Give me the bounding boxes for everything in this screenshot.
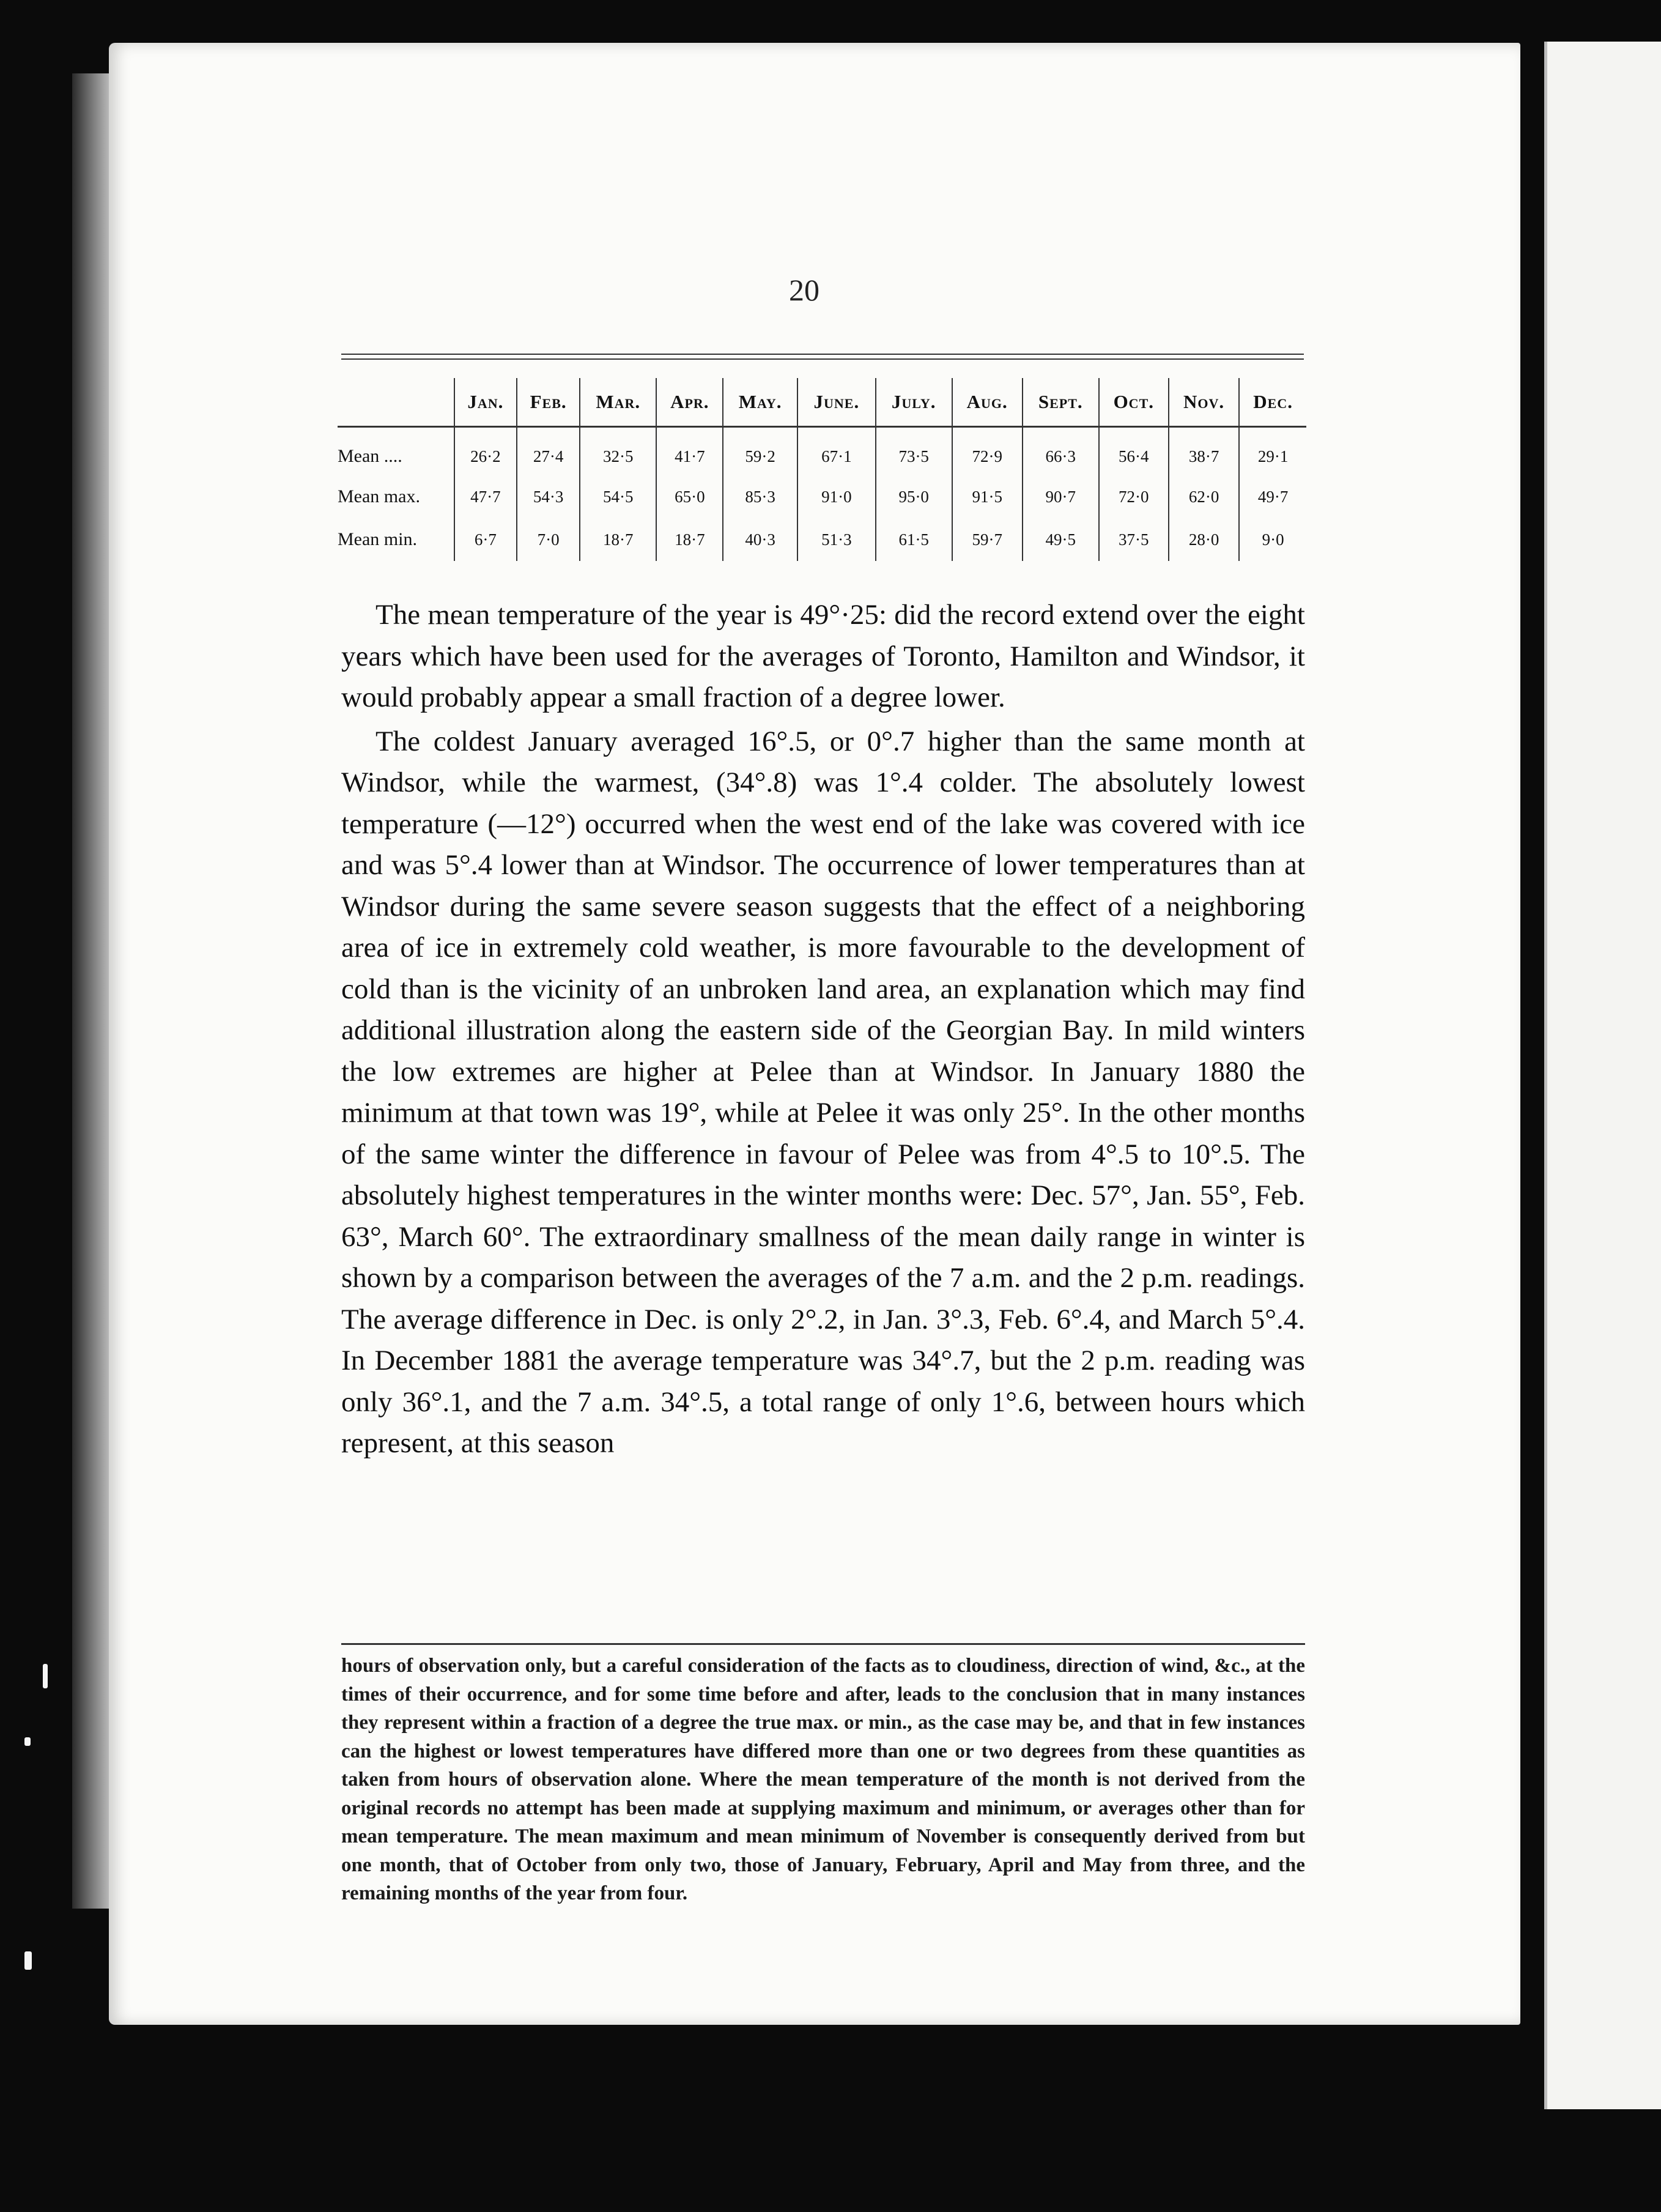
- table-cell: 6·7: [454, 518, 517, 561]
- table-column-header: May.: [723, 378, 797, 427]
- table-cell: 72·9: [952, 427, 1023, 476]
- table-row-label: Mean ....: [338, 446, 402, 466]
- table-cell: 85·3: [723, 475, 797, 518]
- table-row: [338, 518, 1306, 561]
- table-cell: 51·3: [797, 518, 876, 561]
- table-row-label: Mean max.: [338, 486, 420, 507]
- table-column-header: Sept.: [1023, 378, 1099, 427]
- table-cell: 26·2: [454, 427, 517, 476]
- table-cell: 59·2: [723, 427, 797, 476]
- page-number: 20: [789, 273, 819, 307]
- footnote-rule: [341, 1643, 1305, 1645]
- table-body: [338, 427, 1306, 562]
- table-column-header: Dec.: [1239, 378, 1306, 427]
- table-column-header: Aug.: [952, 378, 1023, 427]
- table-cell: 67·1: [797, 427, 876, 476]
- table-column-header: July.: [876, 378, 952, 427]
- table-cell: 28·0: [1169, 518, 1239, 561]
- body-text: [341, 595, 1305, 1464]
- table-corner-cell: [338, 378, 454, 427]
- paragraph-mean-temperature: The mean temperature of the year is 49°·25: did the record extend over the eight years which have been used for the averages of Toronto, Hamilton and Windsor, it would probably appear a small fraction of a degree lower.: [341, 599, 1305, 713]
- table-cell: 27·4: [517, 427, 580, 476]
- table-cell: 40·3: [723, 518, 797, 561]
- margin-mark: [24, 1737, 31, 1746]
- adjacent-page-edge: [1544, 42, 1661, 2109]
- table-cell: 32·5: [580, 427, 656, 476]
- margin-mark: [24, 1951, 32, 1970]
- table-header-row: [338, 378, 1306, 427]
- table-column-header: Nov.: [1169, 378, 1239, 427]
- table-column-header: June.: [797, 378, 876, 427]
- table-cell: 41·7: [656, 427, 723, 476]
- table-cell: 56·4: [1099, 427, 1169, 476]
- table-cell: 95·0: [876, 475, 952, 518]
- table-cell: 9·0: [1239, 518, 1306, 561]
- temperature-table: [338, 378, 1306, 561]
- table-row: [338, 427, 1306, 476]
- table-cell: 18·7: [656, 518, 723, 561]
- table-column-header: Feb.: [517, 378, 580, 427]
- table-cell: 47·7: [454, 475, 517, 518]
- table-cell: 91·0: [797, 475, 876, 518]
- table-cell: 49·7: [1239, 475, 1306, 518]
- table-cell: 66·3: [1023, 427, 1099, 476]
- table-row: [338, 475, 1306, 518]
- table-cell: 38·7: [1169, 427, 1239, 476]
- table-cell: 73·5: [876, 427, 952, 476]
- table-cell: 72·0: [1099, 475, 1169, 518]
- table-column-header: Jan.: [454, 378, 517, 427]
- table-column-header: Oct.: [1099, 378, 1169, 427]
- table-cell: 29·1: [1239, 427, 1306, 476]
- table-cell: 18·7: [580, 518, 656, 561]
- table-column-header: Mar.: [580, 378, 656, 427]
- margin-mark: [43, 1664, 48, 1688]
- paragraph-coldest-january: The coldest January averaged 16°.5, or 0°.7 higher than the same month at Windsor, while the warmest, (34°.8) was 1°.4 colder. The absolutely lowest temperature (—12°) occurred when the west end of the lake was covered with ice and was 5°.4 lower than at Windsor. The occurrence of lower temperatures than at Windsor during the same severe season suggests that the effect of a neighboring area of ice in extremely cold weather, is more favourable to the development of cold than is the vicinity of an unbroken land area, an explanation which may find additional illustration along the eastern side of the Georgian Bay. In mild winters the low extremes are higher at Pelee than at Windsor. In January 1880 the minimum at that town was 19°, while at Pelee it was only 25°. In the other months of the same winter the difference in favour of Pelee was from 4°.5 to 10°.5. The absolutely highest temperatures in the winter months were: Dec. 57°, Jan. 55°, Feb. 63°, March 60°. The extraordinary smallness of the mean daily range in winter is shown by a comparison between the averages of the 7 a.m. and the 2 p.m. readings. The average difference in Dec. is only 2°.2, in Jan. 3°.3, Feb. 6°.4, and March 5°.4. In December 1881 the average temperature was 34°.7, but the 2 p.m. reading was only 36°.1, and the 7 a.m. 34°.5, a total range of only 1°.6, between hours which represent, at this season: [341, 725, 1305, 1459]
- footnote: hours of observation only, but a careful consideration of the facts as to cloudiness, direction of wind, &c., at the times of their occurrence, and for some time before and after, leads to the conclusion that in many instances they represent within a fraction of a degree the true max. or min., as the case may be, and that in few instances can the highest or lowest temperatures have differed more than one or two degrees from these quantities as taken from hours of observation alone. Where the mean temperature of the month is not derived from the original records no attempt has been made at supplying maximum and minimum, or averages other than for mean temperature. The mean maximum and mean minimum of November is consequently derived from but one month, that of October from only two, those of January, February, April and May from three, and the remaining months of the year from four.: [341, 1655, 1305, 1904]
- table-cell: 62·0: [1169, 475, 1239, 518]
- table-cell: 54·3: [517, 475, 580, 518]
- table-top-rule: [341, 354, 1304, 360]
- table-cell: 91·5: [952, 475, 1023, 518]
- table-cell: 59·7: [952, 518, 1023, 561]
- table-row-label: Mean min.: [338, 529, 417, 549]
- table-cell: 61·5: [876, 518, 952, 561]
- table-cell: 54·5: [580, 475, 656, 518]
- table-cell: 90·7: [1023, 475, 1099, 518]
- table-cell: 65·0: [656, 475, 723, 518]
- table-cell: 7·0: [517, 518, 580, 561]
- table-cell: 49·5: [1023, 518, 1099, 561]
- table-cell: 37·5: [1099, 518, 1169, 561]
- table-column-header: Apr.: [656, 378, 723, 427]
